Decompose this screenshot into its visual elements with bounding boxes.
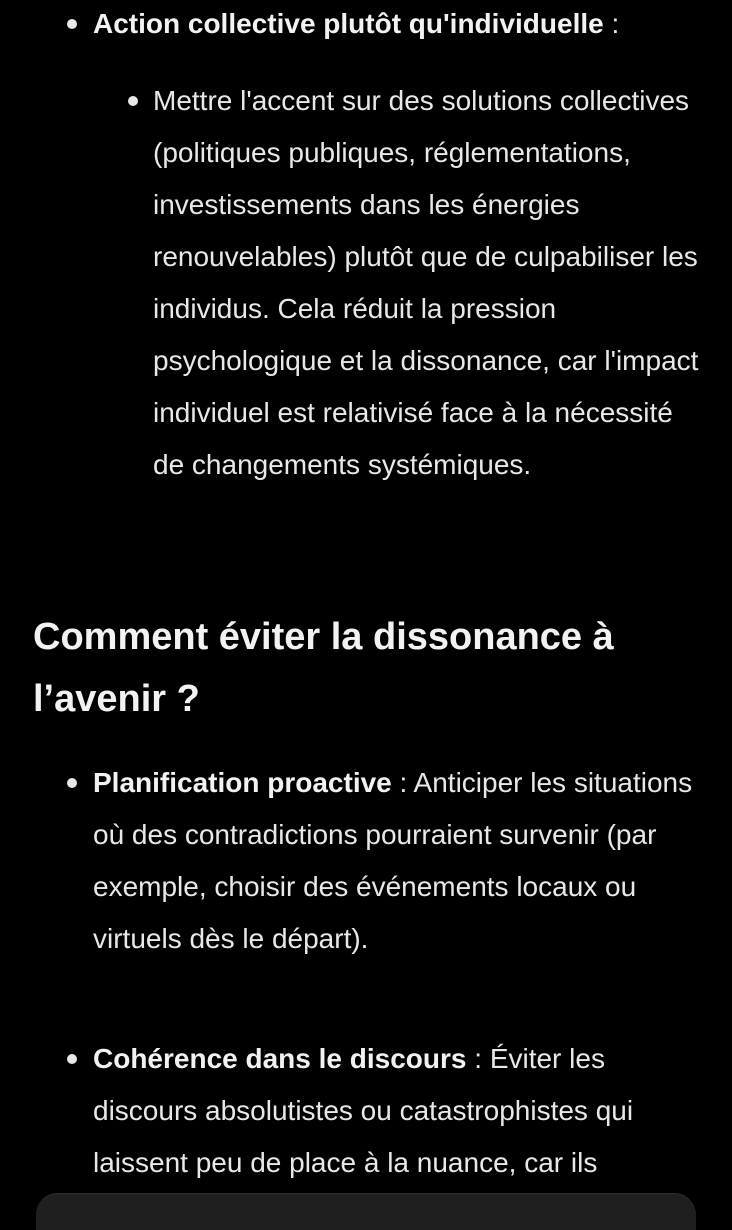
- bullet-icon: [67, 778, 77, 788]
- list-item: [0, 757, 732, 965]
- nested-list: [0, 75, 732, 491]
- section-heading: Comment éviter la dissonance à l’avenir ?: [33, 616, 614, 720]
- bullet-icon: [67, 1054, 77, 1064]
- item-text: Anticiper les situations où des contradictions pourraient survenir (par exemple, choisir des événements locaux ou virtuels dès le départ).: [93, 767, 693, 954]
- bullet-icon: [67, 19, 77, 29]
- item-separator: :: [391, 767, 414, 798]
- item-title: Action collective plutôt qu'individuelle: [93, 8, 604, 39]
- list-item: [0, 1033, 732, 1189]
- bullet-list-3: [0, 1033, 732, 1189]
- bullet-list-1: [0, 0, 732, 50]
- list-item: [0, 0, 732, 50]
- item-text: Éviter les discours absolutistes ou catastrophistes qui laissent peu de place à la nuance, car ils: [93, 1043, 634, 1178]
- bullet-list-2: [0, 757, 732, 965]
- nested-item-text: Mettre l'accent sur des solutions collectives (politiques publiques, réglementations, investissements dans les énergies renouvelables) plutôt que de culpabiliser les individus. Cela réduit la pression psychologique et la dissonance, car l'impact individuel est relativisé face à la nécessité de changements systémiques.: [153, 85, 699, 480]
- item-separator: :: [466, 1043, 490, 1074]
- item-title: Planification proactive: [93, 767, 392, 798]
- bullet-icon: [128, 96, 138, 106]
- nested-list-item: [0, 75, 732, 491]
- item-title: Cohérence dans le discours: [93, 1043, 467, 1074]
- bottom-input-bar[interactable]: [36, 1193, 696, 1230]
- item-separator: :: [603, 8, 620, 39]
